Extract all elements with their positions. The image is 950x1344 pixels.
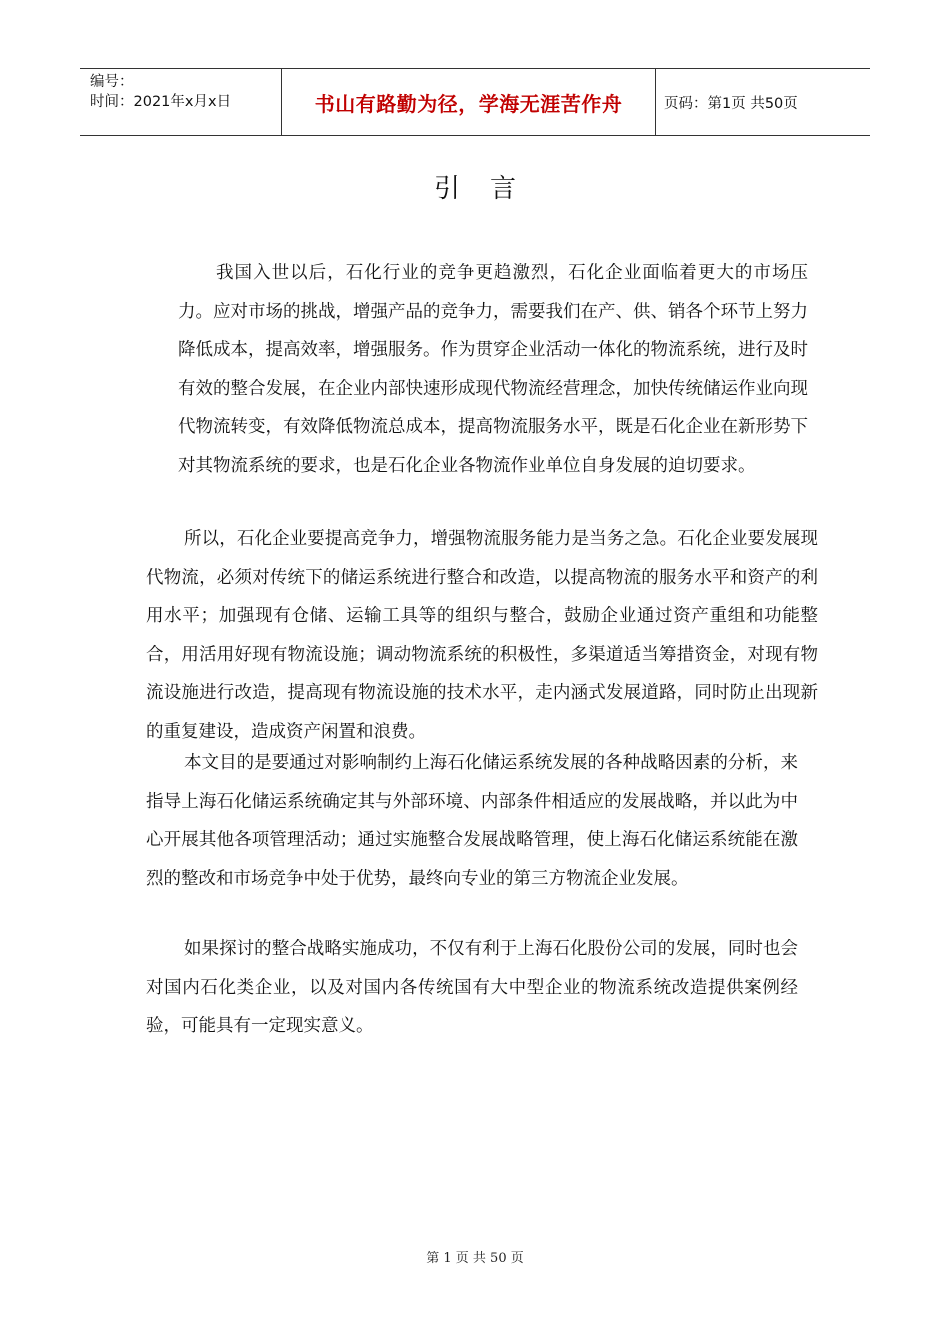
document-date: 时间：2021年x月x日 bbox=[90, 94, 232, 110]
paragraph-3: 本文目的是要通过对影响制约上海石化储运系统发展的各种战略因素的分析，来指导上海石化储运系统确定其与外部环境、内部条件相适应的发展战略，并以此为中心开展其他各项管理活动；通过实施整合发展战略管理，使上海石化储运系统能在激烈的整改和市场竞争中处于优势，最终向专业的第三方物流企业发展。 bbox=[146, 753, 798, 889]
page-footer: 第 1 页 共 50 页 bbox=[426, 1251, 524, 1266]
header-page-info: 页码：第1页 共50页 bbox=[664, 95, 798, 112]
paragraph-2: 所以，石化企业要提高竞争力，增强物流服务能力是当务之急。石化企业要发展现代物流，必须对传统下的储运系统进行整合和改造，以提高物流的服务水平和资产的利用水平；加强现有仓储、运输工具等的组织与整合，鼓励企业通过资产重组和功能整合，用活用好现有物流设施；调动物流系统的积极性，多渠道适当筹措资金，对现有物流设施进行改造，提高现有物流设施的技术水平，走内涵式发展道路，同时防止出现新的重复建设，造成资产闲置和浪费。 bbox=[146, 529, 818, 742]
header-meta bbox=[80, 69, 281, 135]
document-number-label: 编号： bbox=[90, 74, 134, 90]
header-motto: 书山有路勤为径，学海无涯苦作舟 bbox=[281, 69, 656, 135]
paragraph-1: 我国入世以后，石化行业的竞争更趋激烈，石化企业面临着更大的市场压力。应对市场的挑战，增强产品的竞争力，需要我们在产、供、销各个环节上努力降低成本，提高效率，增强服务。作为贯穿企业活动一体化的物流系统，进行及时有效的整合发展，在企业内部快速形成现代物流经营理念，加快传统储运作业向现代物流转变，有效降低物流总成本，提高物流服务水平，既是石化企业在新形势下对其物流系统的要求，也是石化企业各物流作业单位自身发展的迫切要求。 bbox=[178, 263, 808, 476]
page-header bbox=[80, 68, 870, 136]
page-title: 引言 bbox=[433, 174, 546, 204]
paragraph-4: 如果探讨的整合战略实施成功，不仅有利于上海石化股份公司的发展，同时也会对国内石化类企业，以及对国内各传统国有大中型企业的物流系统改造提供案例经验，可能具有一定现实意义。 bbox=[146, 939, 798, 1036]
